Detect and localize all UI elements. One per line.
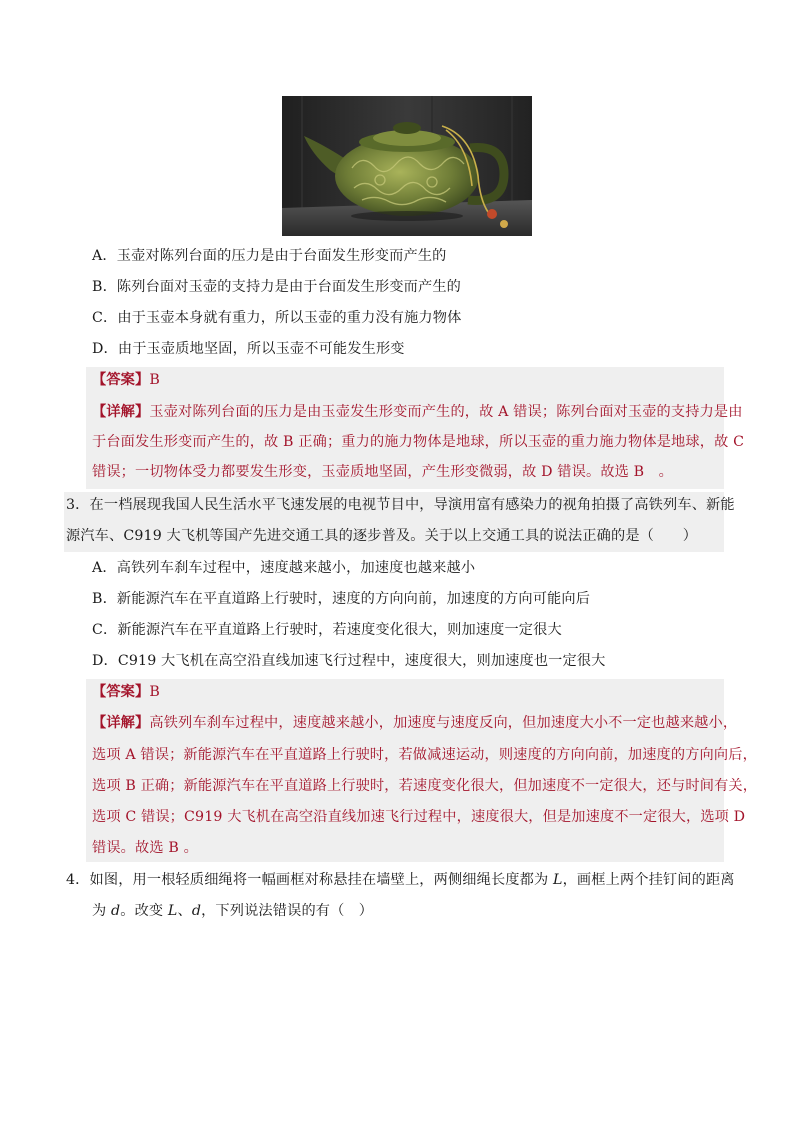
q3-option-b: B．新能源汽车在平直道路上行驶时，速度的方向向前，加速度的方向可能向后 bbox=[92, 591, 591, 607]
q2-explanation-line-1 bbox=[92, 402, 743, 422]
q3-stem-line-1: 3．在一档展现我国人民生活水平飞速发展的电视节目中，导演用富有感染力的视角拍摄了高铁列车、新能 bbox=[66, 497, 735, 513]
q3-explanation-line-4: 选项 C 错误；C919 大飞机在高空沿直线加速飞行过程中，速度很大，但是加速度不一定很大，选项 D bbox=[92, 809, 746, 825]
q4-variable-l: L bbox=[552, 872, 563, 888]
q2-answer-tag: 【答案】 bbox=[92, 372, 150, 388]
q3-option-d: D．C919 大飞机在高空沿直线加速飞行过程中，速度很大，则加速度也一定很大 bbox=[92, 653, 606, 669]
q2-option-b: B．陈列台面对玉壶的支持力是由于台面发生形变而产生的 bbox=[92, 279, 462, 295]
q2-explain-text: 玉壶对陈列台面的压力是由玉壶发生形变而产生的，故 A 错误；陈列台面对玉壶的支持力是由 bbox=[149, 404, 743, 420]
q4-stem-text-2c: 、 bbox=[177, 903, 192, 919]
q3-option-a: A．高铁列车刹车过程中，速度越来越小，加速度也越来越小 bbox=[92, 560, 476, 576]
q4-variable-l-2: L bbox=[167, 903, 178, 919]
q4-stem-line-1 bbox=[66, 870, 735, 890]
q4-stem-text-2d: ，下列说法错误的有（ ） bbox=[201, 903, 374, 919]
q2-option-d: D．由于玉壶质地坚固，所以玉壶不可能发生形变 bbox=[92, 341, 405, 357]
q3-explanation-line-1 bbox=[92, 713, 737, 733]
q3-answer bbox=[92, 682, 160, 702]
q3-explanation-line-2: 选项 A 错误；新能源汽车在平直道路上行驶时，若做减速运动，则速度的方向向前，加速度的方向向后， bbox=[92, 747, 757, 763]
q2-option-c: C．由于玉壶本身就有重力，所以玉壶的重力没有施力物体 bbox=[92, 310, 462, 326]
q4-stem-text-1b: ，画框上两个挂钉间的距离 bbox=[562, 872, 735, 888]
jade-teapot-illustration bbox=[282, 96, 532, 236]
q3-stem-line-2: 源汽车、C919 大飞机等国产先进交通工具的逐步普及。关于以上交通工具的说法正确的是（ ） bbox=[66, 528, 698, 544]
q4-stem-text-1a: 4．如图，用一根轻质细绳将一幅画框对称悬挂在墙壁上，两侧细绳长度都为 bbox=[66, 872, 553, 888]
q3-option-c: C．新能源汽车在平直道路上行驶时，若速度变化很大，则加速度一定很大 bbox=[92, 622, 562, 638]
q4-stem-text-2a: 为 bbox=[92, 903, 111, 919]
q4-stem-text-2b: 。改变 bbox=[120, 903, 168, 919]
q3-explanation-line-3: 选项 B 正确；新能源汽车在平直道路上行驶时，若速度变化很大，但加速度不一定很大，还与时间有关， bbox=[92, 778, 758, 794]
q3-explanation-line-5: 错误。故选 B 。 bbox=[92, 840, 198, 856]
q3-answer-tag: 【答案】 bbox=[92, 684, 150, 700]
q4-stem-line-2 bbox=[92, 901, 373, 921]
q2-answer bbox=[92, 370, 160, 390]
q2-explain-tag: 【详解】 bbox=[92, 404, 150, 420]
q2-explanation-line-3: 错误；一切物体受力都要发生形变，玉壶质地坚固，产生形变微弱，故 D 错误。故选 B 。 bbox=[92, 464, 673, 480]
q2-option-a: A．玉壶对陈列台面的压力是由于台面发生形变而产生的 bbox=[92, 248, 447, 264]
q3-answer-value: B bbox=[149, 684, 160, 700]
q4-variable-d-2: d bbox=[191, 903, 202, 919]
q3-explain-tag: 【详解】 bbox=[92, 715, 150, 731]
q2-explanation-line-2: 于台面发生形变而产生的，故 B 正确；重力的施力物体是地球，所以玉壶的重力施力物体是地球，故 C bbox=[92, 434, 745, 450]
q4-variable-d: d bbox=[111, 903, 121, 919]
jade-teapot-image bbox=[282, 96, 532, 236]
q2-answer-value: B bbox=[149, 372, 160, 388]
q3-answer-block bbox=[86, 679, 724, 862]
q3-explain-text: 高铁列车刹车过程中，速度越来越小，加速度与速度反向，但加速度大小不一定也越来越小， bbox=[149, 715, 738, 731]
